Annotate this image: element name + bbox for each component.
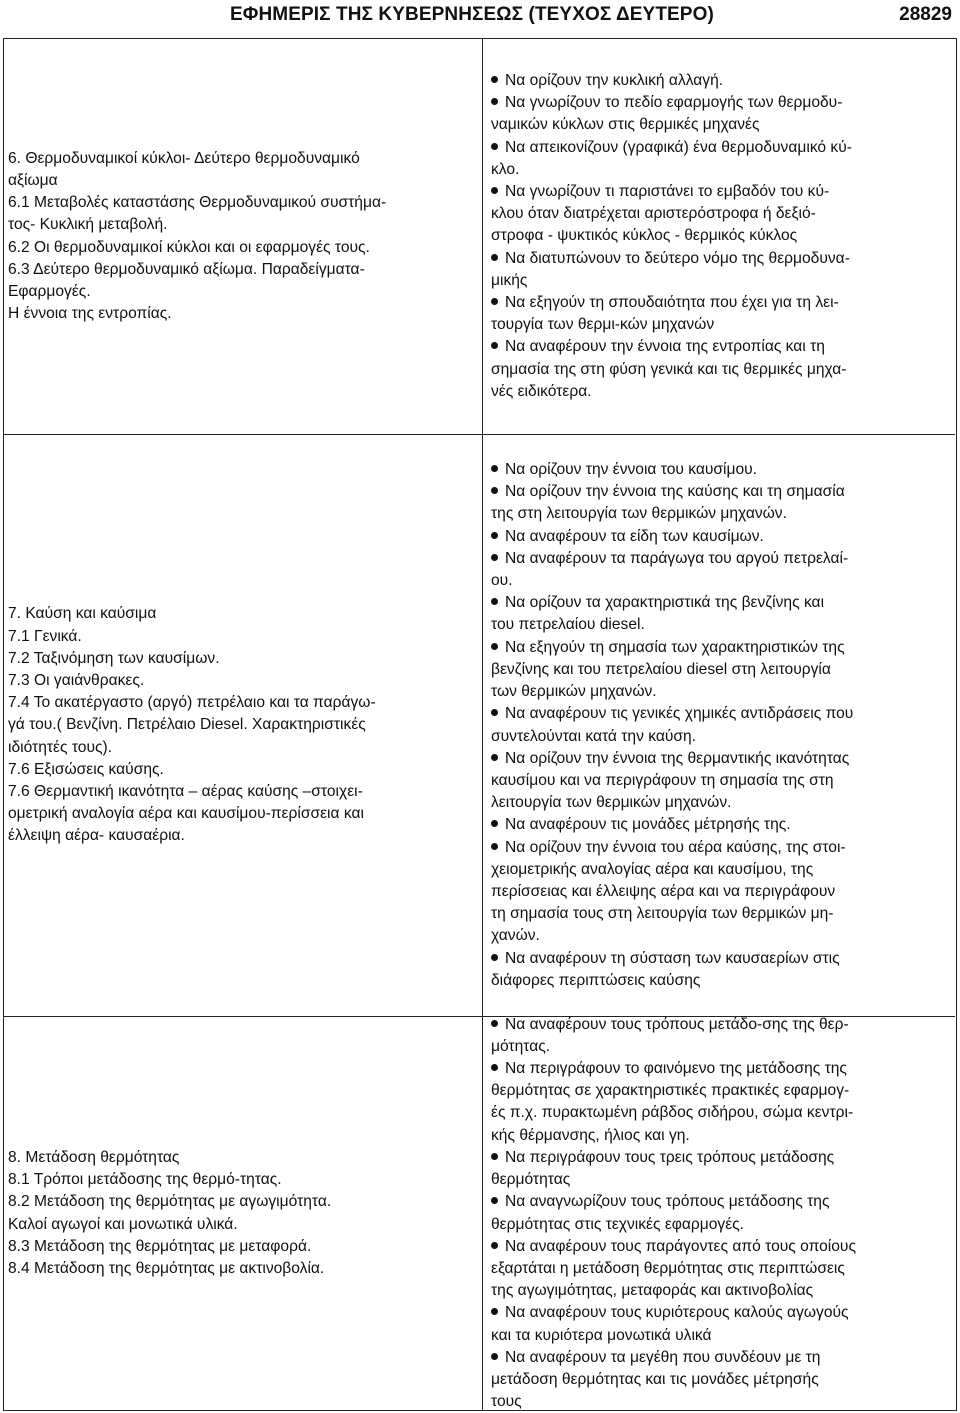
objective-text: ναμικών κύκλων στις θερμικές μηχανές xyxy=(491,116,760,134)
topic-line: 7.4 Το ακατέργαστο (αργό) πετρέλαιο και τα παράγω- xyxy=(8,694,376,712)
objective-text: Να απεικονίζουν (γραφικά) ένα θερμοδυναμικό κύ- xyxy=(505,138,852,156)
topic-line: 8.3 Μετάδοση της θερμότητας με μεταφορά. xyxy=(8,1237,312,1255)
objective-text: στροφα - ψυκτικός κύκλος - θερμικός κύκλος xyxy=(491,227,798,245)
bullet-icon xyxy=(491,1064,498,1071)
objective-item xyxy=(491,248,944,270)
bullet-icon xyxy=(491,1353,498,1360)
objective-item xyxy=(491,181,944,203)
objective-item xyxy=(491,481,944,503)
table-row xyxy=(4,435,955,1017)
bullet-icon xyxy=(491,487,498,494)
bullet-icon xyxy=(491,187,498,194)
objective-text: εξαρτάται η μετάδοση θερμότητας στις περιπτώσεις xyxy=(491,1259,845,1277)
topic-line: τος- Κυκλική μεταβολή. xyxy=(8,216,168,234)
topic-line: 6.3 Δεύτερο θερμοδυναμικό αξίωμα. Παραδείγματα- xyxy=(8,260,365,278)
page-header xyxy=(0,0,960,36)
topic-line: 8.1 Τρόποι μετάδοσης της θερμό-τητας. xyxy=(8,1171,282,1189)
topic-line: 6. Θερμοδυναμικοί κύκλοι- Δεύτερο θερμοδυναμικό xyxy=(8,149,360,167)
topic-line: 7.2 Ταξινόμηση των καυσίμων. xyxy=(8,649,220,667)
objective-text: και τα κυριότερα μονωτικά υλικά xyxy=(491,1326,712,1344)
objective-text: Να περιγράφουν το φαινόμενο της μετάδοσης της xyxy=(505,1060,847,1078)
objective-text: του πετρελαίου diesel. xyxy=(491,616,645,634)
objective-text: θερμότητας σε χαρακτηριστικές πρακτικές εφαρμογ- xyxy=(491,1082,850,1100)
objective-item xyxy=(491,548,944,570)
objective-continuation xyxy=(491,1125,944,1147)
column-divider xyxy=(482,1017,483,1410)
topics-cell xyxy=(4,39,482,434)
objective-continuation xyxy=(491,159,944,181)
topic-line: 7.3 Οι γαιάνθρακες. xyxy=(8,671,145,689)
objective-text: Να ορίζουν την έννοια του αέρα καύσης, της στοι- xyxy=(505,838,846,856)
objective-continuation xyxy=(491,1214,944,1236)
bullet-icon xyxy=(491,554,498,561)
objective-continuation xyxy=(491,1258,944,1280)
topic-line: ομετρική αναλογία αέρα και καυσίμου-περίσσεια και xyxy=(8,805,364,823)
bullet-icon xyxy=(491,98,498,105)
objective-item xyxy=(491,1347,944,1369)
objective-text: Να αναφέρουν τους παράγοντες από τους οποίους xyxy=(505,1237,856,1255)
objective-text: συντελούνται κατά την καύση. xyxy=(491,727,697,745)
objective-text: λειτουργία των θερμικών μηχανών. xyxy=(491,794,732,812)
objective-text: Να γνωρίζουν το πεδίο εφαρμογής των θερμοδυ- xyxy=(505,94,843,112)
bullet-icon xyxy=(491,709,498,716)
objective-text: Να ορίζουν τα χαρακτηριστικά της βενζίνης και xyxy=(505,594,825,612)
objective-continuation xyxy=(491,881,944,903)
topic-line: 6.2 Οι θερμοδυναμικοί κύκλοι και οι εφαρμογές τους. xyxy=(8,238,370,256)
objective-text: καυσίμου και να περιγράφουν τη σημασία της στη xyxy=(491,771,834,789)
objective-item xyxy=(491,1191,944,1213)
gazette-title: ΕΦΗΜΕΡΙΣ ΤΗΣ ΚΥΒΕΡΝΗΣΕΩΣ (ΤΕΥΧΟΣ ΔΕΥΤΕΡΟ) xyxy=(230,4,714,25)
objective-text: Να αναφέρουν τη σύσταση των καυσαερίων στις xyxy=(505,949,840,967)
objective-text: Να περιγράφουν τους τρεις τρόπους μετάδοσης xyxy=(505,1148,835,1166)
bullet-icon xyxy=(491,643,498,650)
objective-text: της αγωγιμότητας, μεταφοράς και ακτινοβολίας xyxy=(491,1282,814,1300)
curriculum-table xyxy=(3,38,957,1411)
objective-text: χειομετρικής αναλογίας αέρα και καυσίμου, της xyxy=(491,860,814,878)
topic-line: αξίωμα xyxy=(8,171,58,189)
bullet-icon xyxy=(491,76,498,83)
objective-continuation xyxy=(491,1369,944,1391)
bullet-icon xyxy=(491,598,498,605)
objective-continuation xyxy=(491,681,944,703)
page-number: 28829 xyxy=(899,4,952,25)
objective-text: Να αναγνωρίζουν τους τρόπους μετάδοσης της xyxy=(505,1193,830,1211)
table-row xyxy=(4,39,955,435)
objective-item xyxy=(491,1236,944,1258)
objectives-cell xyxy=(484,1017,954,1410)
objective-text: Να ορίζουν την έννοια του καυσίμου. xyxy=(505,461,757,479)
topic-line: Η έννοια της εντροπίας. xyxy=(8,305,172,323)
objective-text: Να αναφέρουν τις γενικές χημικές αντιδράσεις που xyxy=(505,705,854,723)
objective-text: της στη λειτουργία των θερμικών μηχανών. xyxy=(491,505,787,523)
objective-continuation xyxy=(491,1280,944,1302)
objective-text: θερμότητας στις τεχνικές εφαρμογές. xyxy=(491,1215,745,1233)
topic-line: 7. Καύση και καύσιμα xyxy=(8,605,157,623)
table-row xyxy=(4,1017,955,1410)
objective-text: κλου όταν διατρέχεται αριστερόστροφα ή δεξιό- xyxy=(491,205,816,223)
topic-line: 7.6 Θερμαντική ικανότητα – αέρας καύσης –στοιχει- xyxy=(8,783,363,800)
topic-line: 8. Μετάδοση θερμότητας xyxy=(8,1148,180,1166)
objective-item xyxy=(491,1058,944,1080)
objective-continuation xyxy=(491,925,944,947)
objective-continuation xyxy=(491,225,944,247)
objective-text: Να εξηγούν τη σπουδαιότητα που έχει για τη λει- xyxy=(505,294,839,311)
objective-text: μότητας. xyxy=(491,1037,551,1055)
objective-text: Να αναφέρουν την έννοια της εντροπίας και τη xyxy=(505,338,825,356)
topic-line: γά του.( Βενζίνη. Πετρέλαιο Diesel. Χαρακτηριστικές xyxy=(8,716,366,734)
objective-item xyxy=(491,637,944,659)
bullet-icon xyxy=(491,754,498,761)
topic-line: 8.2 Μετάδοση της θερμότητας με αγωγιμότητα. xyxy=(8,1193,332,1211)
bullet-icon xyxy=(491,820,498,827)
topic-line: 8.4 Μετάδοση της θερμότητας με ακτινοβολία. xyxy=(8,1259,325,1277)
objective-continuation xyxy=(491,381,944,403)
objective-continuation xyxy=(491,503,944,525)
objective-text: Να εξηγούν τη σημασία των χαρακτηριστικών της xyxy=(505,638,845,656)
objective-continuation xyxy=(491,270,944,292)
objective-item xyxy=(491,70,944,92)
topic-line: 7.6 Εξισώσεις καύσης. xyxy=(8,760,164,778)
objective-text: διάφορες περιπτώσεις καύσης xyxy=(491,971,701,989)
objective-text: Να γνωρίζουν τι παριστάνει το εμβαδόν του κύ- xyxy=(505,182,830,200)
objective-item xyxy=(491,592,944,614)
objective-item xyxy=(491,137,944,159)
objective-continuation xyxy=(491,903,944,925)
bullet-icon xyxy=(491,1153,498,1160)
topic-line: 6.1 Μεταβολές καταστάσης Θερμοδυναμικού συστήμα- xyxy=(8,194,387,212)
objective-text: Να διατυπώνουν το δεύτερο νόμο της θερμοδυνα- xyxy=(505,249,850,267)
topic-line: Καλοί αγωγοί και μονωτικά υλικά. xyxy=(8,1215,238,1233)
objective-item xyxy=(491,292,944,314)
topics-cell xyxy=(4,435,482,1016)
objective-text: χανών. xyxy=(491,927,540,945)
topic-line: Εφαρμογές. xyxy=(8,282,91,300)
objective-text: Να ορίζουν την έννοια της καύσης και τη σημασία xyxy=(505,483,845,501)
objective-item xyxy=(491,92,944,114)
objective-continuation xyxy=(491,1102,944,1124)
column-divider xyxy=(482,39,483,434)
objective-item xyxy=(491,459,944,481)
objective-text: τουργία των θερμι-κών μηχανών xyxy=(491,316,715,334)
objective-continuation xyxy=(491,203,944,225)
objective-continuation xyxy=(491,314,944,336)
objective-text: Να ορίζουν την κυκλική αλλαγή. xyxy=(505,71,724,89)
topic-line: 7.1 Γενικά. xyxy=(8,627,82,645)
objective-text: Να αναφέρουν τις μονάδες μέτρησής της. xyxy=(505,816,791,834)
objective-continuation xyxy=(491,359,944,381)
objective-item xyxy=(491,1147,944,1169)
objective-text: Να αναφέρουν τους τρόπους μετάδο-σης της θερ- xyxy=(505,1015,849,1033)
objective-continuation xyxy=(491,114,944,136)
objective-text: τους xyxy=(491,1393,522,1411)
objective-item xyxy=(491,336,944,358)
objective-text: Να ορίζουν την έννοια της θερμαντικής ικανότητας xyxy=(505,749,850,767)
objective-text: Να αναφέρουν τα μεγέθη που συνδέουν με τη xyxy=(505,1348,821,1366)
objective-item xyxy=(491,814,944,836)
objective-item xyxy=(491,948,944,970)
topic-line: έλλειψη αέρα- καυσαέρια. xyxy=(8,827,185,845)
objective-continuation xyxy=(491,770,944,792)
objective-item xyxy=(491,1014,944,1036)
objective-item xyxy=(491,837,944,859)
bullet-icon xyxy=(491,843,498,850)
objective-continuation xyxy=(491,1169,944,1191)
objective-continuation xyxy=(491,1036,944,1058)
bullet-icon xyxy=(491,1308,498,1315)
objective-text: σημασία της στη φύση γενικά και τις θερμικές μηχα- xyxy=(491,360,847,378)
bullet-icon xyxy=(491,465,498,472)
objective-continuation xyxy=(491,792,944,814)
objective-text: των θερμικών μηχανών. xyxy=(491,683,657,701)
bullet-icon xyxy=(491,143,498,150)
bullet-icon xyxy=(491,1197,498,1204)
objective-continuation xyxy=(491,659,944,681)
objective-text: Να αναφέρουν τα παράγωγα του αργού πετρελαί- xyxy=(505,549,849,567)
objective-item xyxy=(491,1302,944,1324)
bullet-icon xyxy=(491,954,498,961)
objective-continuation xyxy=(491,970,944,992)
bullet-icon xyxy=(491,298,498,305)
objective-text: μετάδοση θερμότητας και τις μονάδες μέτρησής xyxy=(491,1370,819,1388)
objective-text: θερμότητας xyxy=(491,1171,571,1189)
column-divider xyxy=(482,435,483,1016)
objective-continuation xyxy=(491,859,944,881)
objectives-cell xyxy=(484,435,954,1016)
bullet-icon xyxy=(491,532,498,539)
objective-continuation xyxy=(491,726,944,748)
objective-continuation xyxy=(491,614,944,636)
objective-text: τη σημασία τους στη λειτουργία των θερμικών μη- xyxy=(491,905,834,923)
bullet-icon xyxy=(491,1020,498,1027)
bullet-icon xyxy=(491,254,498,261)
objective-item xyxy=(491,748,944,770)
objective-text: νές ειδικότερα. xyxy=(491,382,592,400)
bullet-icon xyxy=(491,1242,498,1249)
objective-text: ές π.χ. πυρακτωμένη ράβδος σιδήρου, σώμα κεντρι- xyxy=(491,1104,854,1122)
objectives-cell xyxy=(484,39,954,434)
topic-line: ιδιότητές τους). xyxy=(8,738,113,756)
topics-cell xyxy=(4,1017,482,1410)
objective-text: κής θέρμανσης, ήλιος και γη. xyxy=(491,1126,690,1144)
objective-text: μικής xyxy=(491,271,528,289)
objective-text: κλο. xyxy=(491,160,520,178)
bullet-icon xyxy=(491,342,498,349)
objective-continuation xyxy=(491,1391,944,1413)
objective-continuation xyxy=(491,1325,944,1347)
objective-item xyxy=(491,703,944,725)
objective-continuation xyxy=(491,1080,944,1102)
objective-item xyxy=(491,526,944,548)
objective-text: βενζίνης και του πετρελαίου diesel στη λειτουργία xyxy=(491,660,831,678)
objective-text: περίσσειας και έλλειψης αέρα και να περιγράφουν xyxy=(491,882,836,900)
objective-text: ου. xyxy=(491,572,513,590)
objective-text: Να αναφέρουν τους κυριότερους καλούς αγωγούς xyxy=(505,1304,849,1322)
objective-text: Να αναφέρουν τα είδη των καυσίμων. xyxy=(505,527,764,545)
objective-continuation xyxy=(491,570,944,592)
